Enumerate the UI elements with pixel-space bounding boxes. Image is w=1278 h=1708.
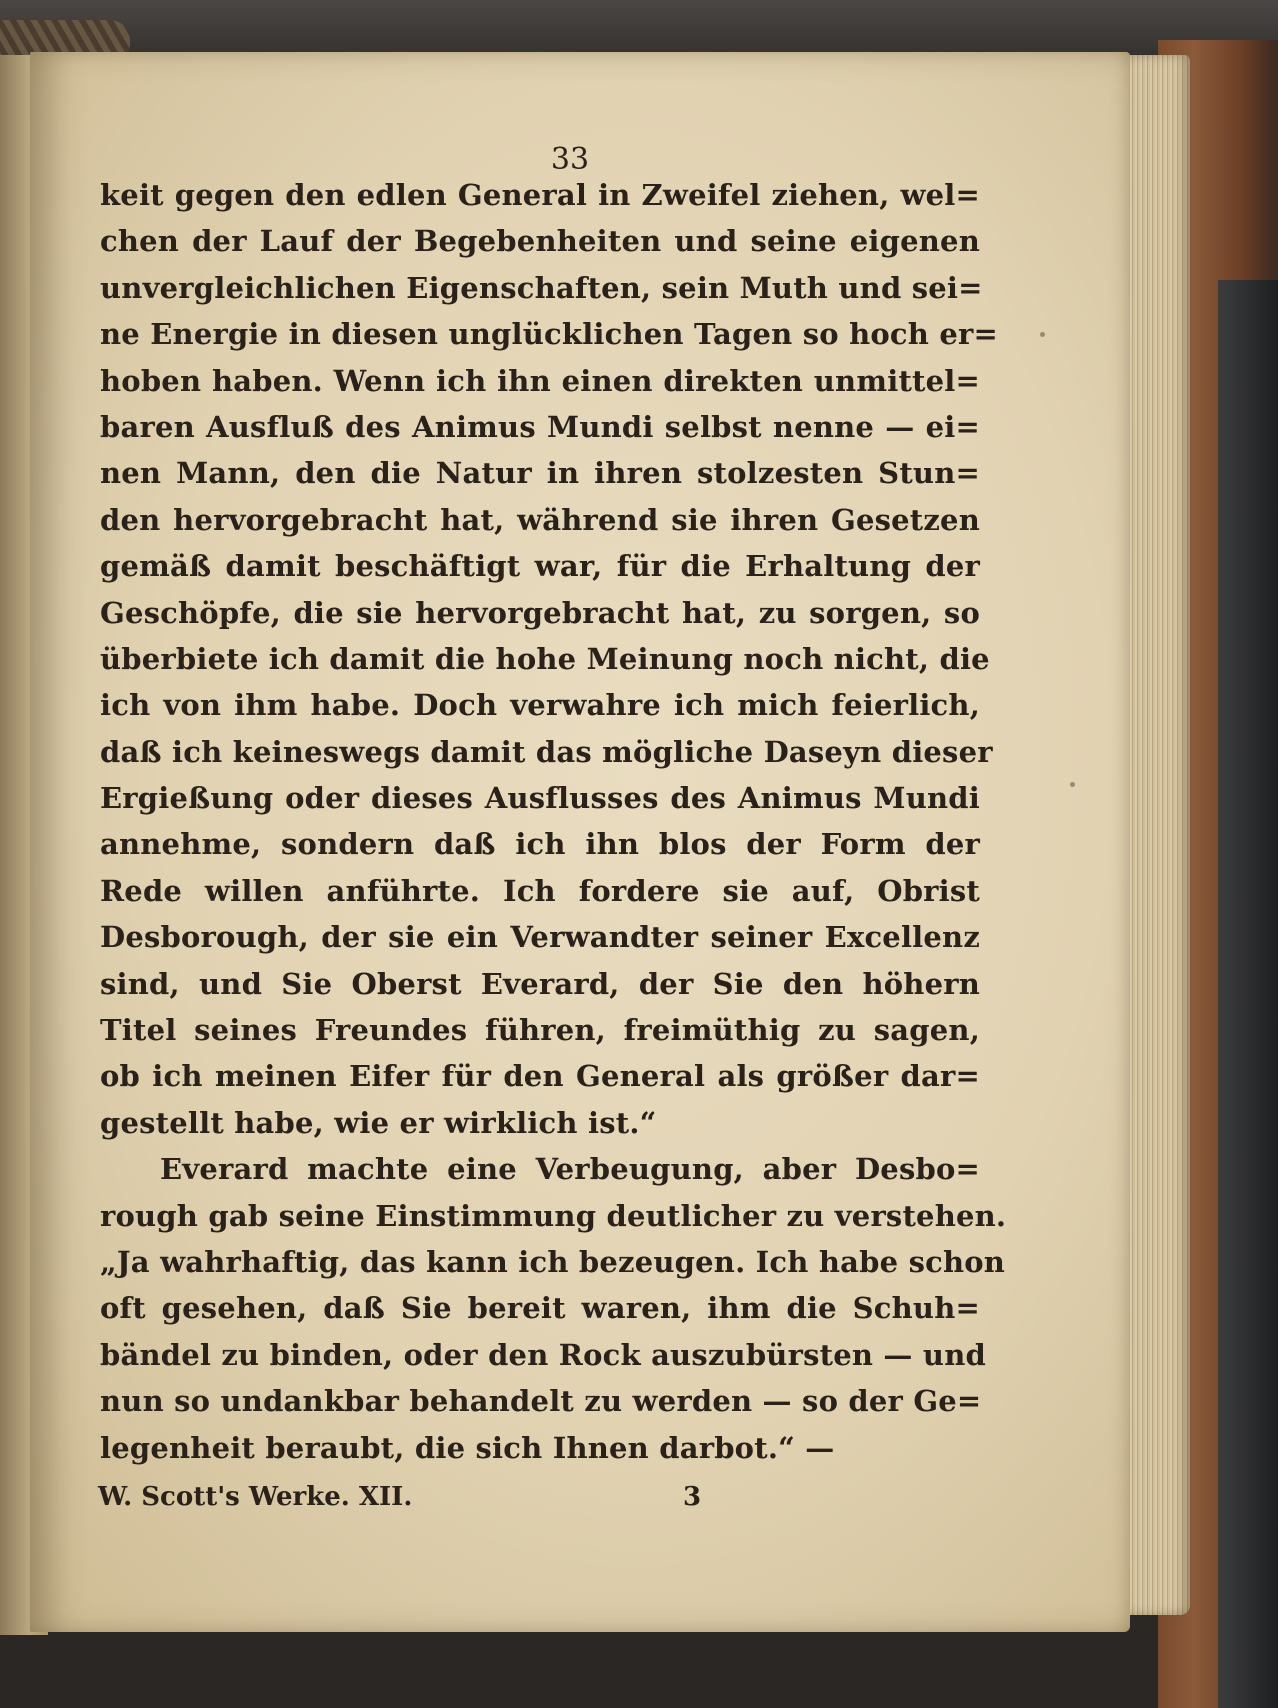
text-line: daß ich keineswegs damit das mögliche Daseyn dieser (100, 734, 993, 769)
text-line: ne Energie in diesen unglücklichen Tagen so hoch er= (100, 317, 998, 352)
text-line: annehme, sondern daß ich ihn blos der Form der (100, 827, 980, 862)
text-line: legenheit beraubt, die sich Ihnen darbot.“ — (100, 1430, 835, 1465)
text-line: gemäß damit beschäftigt war, für die Erhaltung der (100, 549, 980, 584)
sheet-mark: 3 (683, 1482, 702, 1512)
text-line: überbiete ich damit die hohe Meinung noch nicht, die (100, 641, 990, 676)
text-line: Rede willen anführte. Ich fordere sie auf, Obrist (100, 873, 980, 908)
text-line: rough gab seine Einstimmung deutlicher zu verstehen. (100, 1198, 1007, 1233)
page-footer (98, 1482, 738, 1522)
cover-board (1218, 280, 1278, 1708)
text-line: den hervorgebracht hat, während sie ihren Gesetzen (100, 502, 980, 537)
text-line: Geschöpfe, die sie hervorgebracht hat, zu sorgen, so (100, 595, 980, 630)
text-line: oft gesehen, daß Sie bereit waren, ihm die Schuh= (100, 1291, 980, 1326)
text-line: Everard machte eine Verbeugung, aber Desbo= (160, 1152, 980, 1187)
page-number: 33 (550, 142, 590, 177)
footer-signature: W. Scott's Werke. XII. (98, 1482, 413, 1512)
text-line: baren Ausfluß des Animus Mundi selbst nenne — ei= (100, 409, 980, 444)
text-line: hoben haben. Wenn ich ihn einen direkten unmittel= (100, 363, 980, 398)
paper-speck (1070, 782, 1075, 787)
page-edges (1120, 55, 1190, 1615)
text-line: Titel seines Freundes führen, freimüthig zu sagen, (100, 1013, 980, 1048)
text-line: unvergleichlichen Eigenschaften, sein Muth und sei= (100, 270, 983, 305)
text-line: Ergießung oder dieses Ausflusses des Animus Mundi (100, 781, 980, 816)
text-line: bändel zu binden, oder den Rock auszubürsten — und (100, 1337, 986, 1372)
book-page (30, 52, 1130, 1632)
text-line: ob ich meinen Eifer für den General als größer dar= (100, 1059, 980, 1094)
text-line: chen der Lauf der Begebenheiten und seine eigenen (100, 224, 980, 259)
text-line: gestellt habe, wie er wirklich ist.“ (100, 1105, 657, 1140)
paper-speck (1040, 332, 1045, 337)
text-line: nen Mann, den die Natur in ihren stolzesten Stun= (100, 456, 980, 491)
text-line: sind, und Sie Oberst Everard, der Sie den höhern (100, 966, 980, 1001)
text-line: keit gegen den edlen General in Zweifel ziehen, wel= (100, 178, 980, 212)
text-line: Desborough, der sie ein Verwandter seiner Excellenz (100, 920, 980, 955)
text-line: nun so undankbar behandelt zu werden — so der Ge= (100, 1384, 982, 1419)
text-line: „Ja wahrhaftig, das kann ich bezeugen. Ich habe schon (100, 1244, 1006, 1279)
body-text (100, 172, 1007, 1471)
text-line: ich von ihm habe. Doch verwahre ich mich feierlich, (100, 688, 980, 723)
